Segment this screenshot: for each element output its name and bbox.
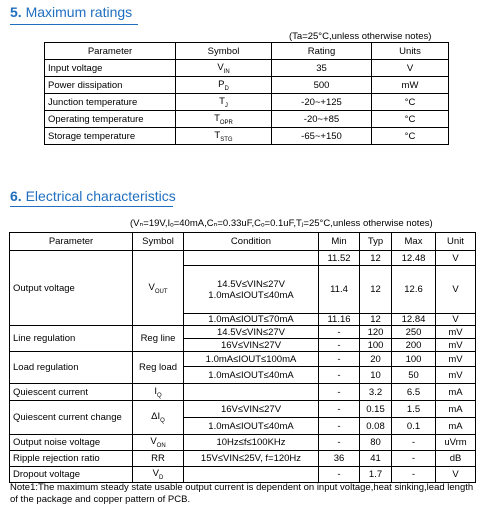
table-row	[45, 77, 449, 94]
min-cell: -	[319, 339, 360, 352]
unit-cell: uVrm	[436, 435, 476, 451]
max-cell: 100	[392, 352, 436, 367]
param-cell: Output voltage	[10, 251, 133, 326]
max-cell: 1.5	[392, 401, 436, 418]
symbol-cell: $\Delta I_Q$	[133, 401, 184, 435]
min-cell: -	[319, 352, 360, 367]
typ-cell: 12	[360, 314, 392, 326]
param-cell: Input voltage	[45, 60, 176, 77]
condition-cell	[184, 467, 319, 483]
param-cell: Load regulation	[10, 352, 133, 384]
section-5-rule	[10, 24, 138, 25]
header-cell: Typ	[360, 233, 392, 251]
unit-cell: mV	[436, 352, 476, 367]
typ-cell: 80	[360, 435, 392, 451]
symbol-cell: $V_{IN}$	[176, 60, 272, 77]
unit-cell: mV	[436, 326, 476, 339]
symbol-cell: RR	[133, 451, 184, 467]
table-row	[10, 435, 476, 451]
table-header-row	[45, 43, 449, 60]
table-row	[10, 384, 476, 401]
unit-cell: V	[436, 251, 476, 266]
header-cell: Max	[392, 233, 436, 251]
max-cell: -	[392, 451, 436, 467]
max-cell: 12.84	[392, 314, 436, 326]
table-header-row	[10, 233, 476, 251]
header-cell: Units	[372, 43, 449, 60]
rating-cell: 35	[272, 60, 372, 77]
symbol-cell: $T_J$	[176, 94, 272, 111]
min-cell: -	[319, 418, 360, 435]
table-row	[10, 251, 476, 266]
unit-cell: mA	[436, 401, 476, 418]
max-cell: 12.6	[392, 266, 436, 314]
condition-cell: 10Hz≤f≤100KHz	[184, 435, 319, 451]
rating-cell: -65~+150	[272, 128, 372, 145]
min-cell: -	[319, 401, 360, 418]
typ-cell: 41	[360, 451, 392, 467]
section-6-rule	[10, 206, 173, 207]
min-cell: -	[319, 467, 360, 483]
condition-cell	[184, 266, 319, 314]
max-cell: 250	[392, 326, 436, 339]
typ-cell: 10	[360, 367, 392, 384]
symbol-cell: $T_{OPR}$	[176, 111, 272, 128]
unit-cell: V	[436, 266, 476, 314]
unit-cell: °C	[372, 111, 449, 128]
header-cell: Unit	[436, 233, 476, 251]
unit-cell: dB	[436, 451, 476, 467]
param-cell: Dropout voltage	[10, 467, 133, 483]
min-cell: 36	[319, 451, 360, 467]
header-cell: Min	[319, 233, 360, 251]
param-cell: Output noise voltage	[10, 435, 133, 451]
max-cell: 50	[392, 367, 436, 384]
typ-cell: 0.08	[360, 418, 392, 435]
max-ratings-conditions: (Ta=25°C,unless otherwise notes)	[289, 31, 432, 42]
unit-cell: °C	[372, 128, 449, 145]
electrical-table	[9, 232, 476, 483]
condition-cell: 16V≤VIN≤27V	[184, 339, 319, 352]
unit-cell: V	[436, 314, 476, 326]
condition-cell: 1.0mA≤IOUT≤40mA	[184, 418, 319, 435]
condition-cell	[184, 251, 319, 266]
table-row	[10, 451, 476, 467]
condition-cell: 14.5V≤VIN≤27V	[184, 326, 319, 339]
electrical-conditions: (Vₙ=19V,Iₒ=40mA,Cₙ=0.33uF,Cₒ=0.1uF,Tⱼ=25°C,unless otherwise notes)	[130, 218, 433, 229]
min-cell: -	[319, 435, 360, 451]
param-cell: Line regulation	[10, 326, 133, 352]
unit-cell: mA	[436, 384, 476, 401]
max-cell: 12.48	[392, 251, 436, 266]
max-cell: -	[392, 467, 436, 483]
min-cell: 11.16	[319, 314, 360, 326]
typ-cell: 20	[360, 352, 392, 367]
typ-cell: 12	[360, 266, 392, 314]
unit-cell: mV	[436, 367, 476, 384]
condition-cell: 1.0mA≤IOUT≤40mA	[184, 367, 319, 384]
condition-cell: 16V≤VIN≤27V	[184, 401, 319, 418]
condition-cell: 1.0mA≤IOUT≤100mA	[184, 352, 319, 367]
table-row	[10, 467, 476, 483]
typ-cell: 0.15	[360, 401, 392, 418]
header-cell: Rating	[272, 43, 372, 60]
header-cell: Parameter	[10, 233, 133, 251]
param-cell: Ripple rejection ratio	[10, 451, 133, 467]
header-cell: Symbol	[133, 233, 184, 251]
typ-cell: 3.2	[360, 384, 392, 401]
table-row	[45, 60, 449, 77]
symbol-cell: Reg line	[133, 326, 184, 352]
typ-cell: 12	[360, 251, 392, 266]
symbol-cell: $V_{ON}$	[133, 435, 184, 451]
condition-cell: 1.0mA≤IOUT≤70mA	[184, 314, 319, 326]
typ-cell: 120	[360, 326, 392, 339]
typ-cell: 100	[360, 339, 392, 352]
symbol-cell: $V_D$	[133, 467, 184, 483]
table-row	[10, 352, 476, 367]
section-number: 6.	[10, 188, 22, 204]
section-title-text: Maximum ratings	[25, 4, 133, 20]
unit-cell: °C	[372, 94, 449, 111]
max-cell: -	[392, 435, 436, 451]
rating-cell: -20~+85	[272, 111, 372, 128]
table-row	[10, 401, 476, 418]
symbol-cell: $V_{OUT}$	[133, 251, 184, 326]
min-cell: -	[319, 367, 360, 384]
table-row	[45, 94, 449, 111]
max-ratings-table	[44, 42, 449, 145]
typ-cell: 1.7	[360, 467, 392, 483]
section-number: 5.	[10, 4, 22, 20]
min-cell: -	[319, 326, 360, 339]
section-5-title	[10, 4, 132, 20]
condition-cell	[184, 384, 319, 401]
table-row	[45, 128, 449, 145]
condition-line: 14.5V≤VIN≤27V	[217, 278, 285, 290]
max-cell: 0.1	[392, 418, 436, 435]
condition-cell: 15V≤VIN≤25V, f=120Hz	[184, 451, 319, 467]
symbol-cell: $P_D$	[176, 77, 272, 94]
rating-cell: 500	[272, 77, 372, 94]
max-cell: 200	[392, 339, 436, 352]
param-cell: Quiescent current	[10, 384, 133, 401]
footnote: Note1:The maximum steady state usable output current is dependent on input voltage,heat sinking,lead length of the package and copper pattern of PCB.	[10, 482, 474, 505]
unit-cell: mW	[372, 77, 449, 94]
header-cell: Condition	[184, 233, 319, 251]
unit-cell: mA	[436, 418, 476, 435]
condition-line: 1.0mA≤IOUT≤40mA	[208, 289, 294, 301]
param-cell: Storage temperature	[45, 128, 176, 145]
max-cell: 6.5	[392, 384, 436, 401]
min-cell: -	[319, 384, 360, 401]
param-cell: Operating temperature	[45, 111, 176, 128]
min-cell: 11.4	[319, 266, 360, 314]
table-row	[45, 111, 449, 128]
section-title-text: Electrical characteristics	[25, 188, 176, 204]
section-6-title	[10, 188, 176, 204]
rating-cell: -20~+125	[272, 94, 372, 111]
unit-cell: V	[436, 467, 476, 483]
header-cell: Parameter	[45, 43, 176, 60]
unit-cell: V	[372, 60, 449, 77]
symbol-cell: $T_{STG}$	[176, 128, 272, 145]
table-row	[10, 326, 476, 339]
header-cell: Symbol	[176, 43, 272, 60]
min-cell: 11.52	[319, 251, 360, 266]
unit-cell: mV	[436, 339, 476, 352]
param-cell: Power dissipation	[45, 77, 176, 94]
param-cell: Junction temperature	[45, 94, 176, 111]
symbol-cell: Reg load	[133, 352, 184, 384]
param-cell: Quiescent current change	[10, 401, 133, 435]
symbol-cell: $I_Q$	[133, 384, 184, 401]
